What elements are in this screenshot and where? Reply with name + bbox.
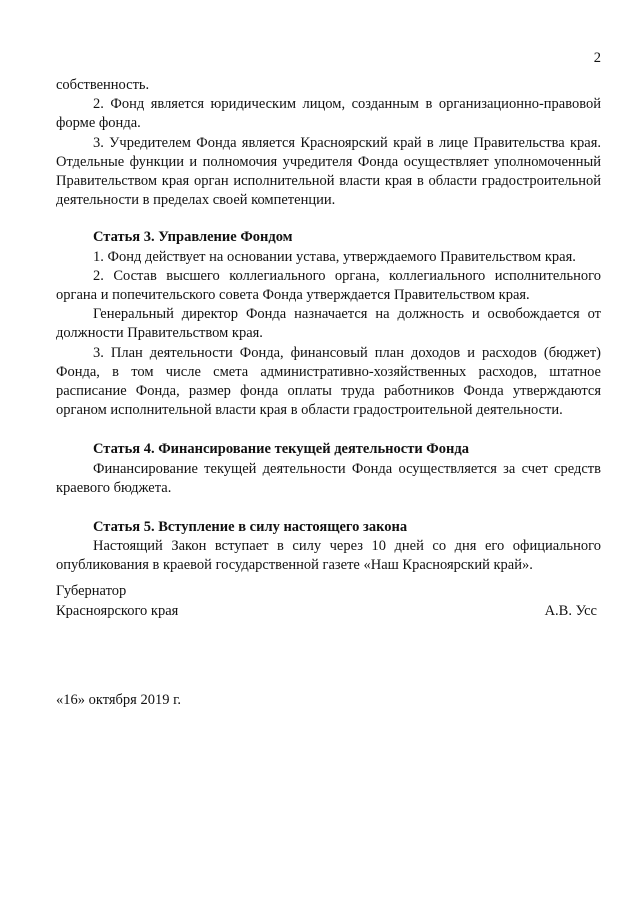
document-body [56,76,601,576]
paragraph-3: 3. Учредителем Фонда является Красноярский край в лице Правительства края. Отдельные функции и полномочия учредителя Фонда осуществляет уполномоченный Правительством края орган исполнительной власти края в области градостроительной деятельности в пределах своей компетенции. [56,134,601,209]
article-5-heading: Статья 5. Вступление в силу настоящего закона [93,519,408,536]
article-3-heading: Статья 3. Управление Фондом [93,229,293,246]
article-3-paragraph-2: 2. Состав высшего коллегиального органа, коллегиального исполнительного органа и попечительского совета Фонда утверждается Правительством края. [56,267,601,304]
document-date: «16» октября 2019 г. [56,692,182,708]
article-4-paragraph-1: Финансирование текущей деятельности Фонда осуществляется за счет средств краевого бюджета. [56,460,601,496]
article-3-paragraph-4: 3. План деятельности Фонда, финансовый план доходов и расходов (бюджет) Фонда, в том числе смета административно-хозяйственных расходов, штатное расписание Фонда, размер фонда оплаты труда работников Фонда утверждаются органом исполнительной власти края в области градостроительной деятельности. [56,344,601,419]
article-4-heading: Статья 4. Финансирование текущей деятельности Фонда [93,441,469,458]
signatory-name: А.В. Усс [544,602,597,619]
intro-tail: собственность. [56,77,150,93]
article-3-paragraph-1: 1. Фонд действует на основании устава, утверждаемого Правительством края. [93,248,576,265]
page-number: 2 [593,50,601,66]
signature-block [56,582,601,621]
signatory-title-line-1: Губернатор [56,583,127,599]
paragraph-2: 2. Фонд является юридическим лицом, созданным в организационно-правовой форме фонда. [56,96,601,132]
article-5-paragraph-1: Настоящий Закон вступает в силу через 10 дней со дня его официального опубликования в краевой государственной газете «Наш Красноярский край». [56,538,601,574]
signatory-title-line-2: Красноярского края [56,602,179,619]
article-3-paragraph-3: Генеральный директор Фонда назначается на должность и освобождается от должности Правительством края. [56,306,601,342]
